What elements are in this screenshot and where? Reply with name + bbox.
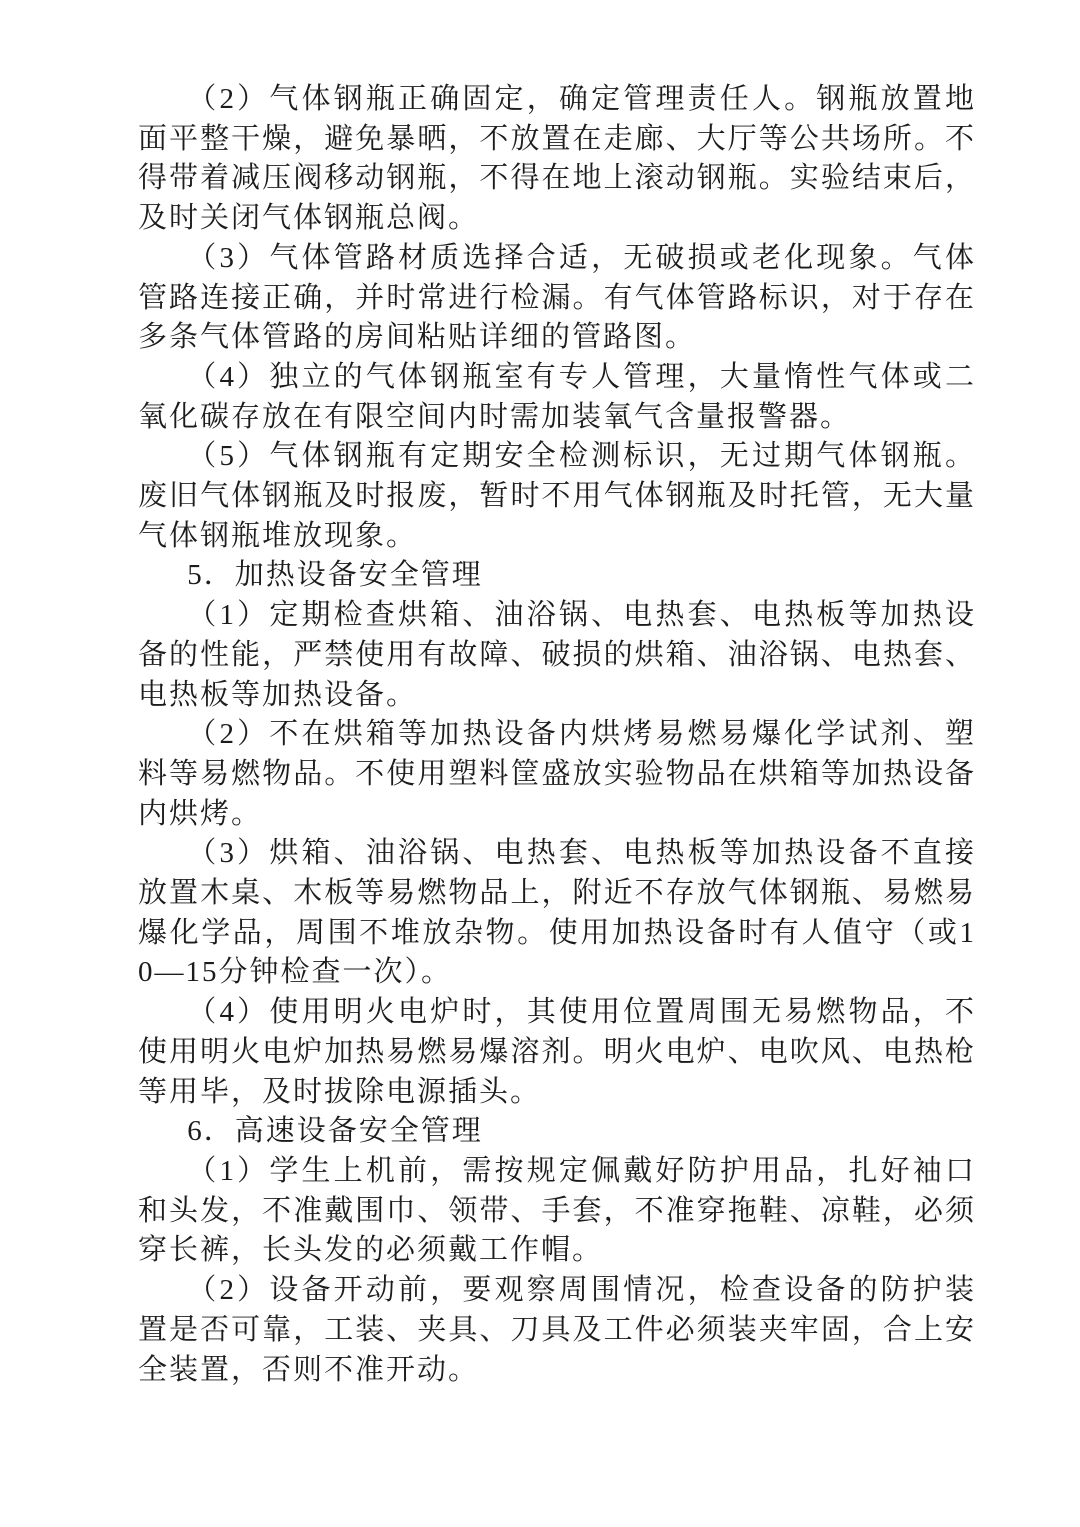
- section-heading: 5．加热设备安全管理: [187, 559, 483, 592]
- body-paragraph: （1）学生上机前，需按规定佩戴好防护用品，扎好袖口和头发，不准戴围巾、领带、手套，不准穿拖鞋、凉鞋，必须穿长裤，长头发的必须戴工作帽。: [138, 1154, 976, 1267]
- body-paragraph: （2）气体钢瓶正确固定，确定管理责任人。钢瓶放置地面平整干燥，避免暴晒，不放置在走廊、大厅等公共场所。不得带着减压阀移动钢瓶，不得在地上滚动钢瓶。实验结束后，及时关闭气体钢瓶总阀。: [138, 83, 976, 235]
- document-body: [138, 80, 976, 1390]
- body-paragraph: （1）定期检查烘箱、油浴锅、电热套、电热板等加热设备的性能，严禁使用有故障、破损的烘箱、油浴锅、电热套、电热板等加热设备。: [138, 599, 976, 711]
- section-heading: 6．高速设备安全管理: [187, 1115, 483, 1148]
- body-paragraph: （3）烘箱、油浴锅、电热套、电热板等加热设备不直接放置木桌、木板等易燃物品上，附近不存放气体钢瓶、易燃易爆化学品，周围不堆放杂物。使用加热设备时有人值守（或10—15分钟检查一次）。: [138, 837, 976, 989]
- body-paragraph: （3）气体管路材质选择合适，无破损或老化现象。气体管路连接正确，并时常进行检漏。有气体管路标识，对于存在多条气体管路的房间粘贴详细的管路图。: [138, 241, 976, 354]
- body-paragraph: （5）气体钢瓶有定期安全检测标识，无过期气体钢瓶。废旧气体钢瓶及时报废，暂时不用气体钢瓶及时托管，无大量气体钢瓶堆放现象。: [138, 440, 976, 552]
- body-paragraph: （2）设备开动前，要观察周围情况，检查设备的防护装置是否可靠，工装、夹具、刀具及工件必须装夹牢固，合上安全装置，否则不准开动。: [138, 1274, 976, 1386]
- body-paragraph: （4）使用明火电炉时，其使用位置周围无易燃物品，不使用明火电炉加热易燃易爆溶剂。明火电炉、电吹风、电热枪等用毕，及时拔除电源插头。: [138, 996, 976, 1108]
- body-paragraph: （2）不在烘箱等加热设备内烘烤易燃易爆化学试剂、塑料等易燃物品。不使用塑料筐盛放实验物品在烘箱等加热设备内烘烤。: [138, 718, 976, 830]
- body-paragraph: （4）独立的气体钢瓶室有专人管理，大量惰性气体或二氧化碳存放在有限空间内时需加装氧气含量报警器。: [138, 360, 976, 433]
